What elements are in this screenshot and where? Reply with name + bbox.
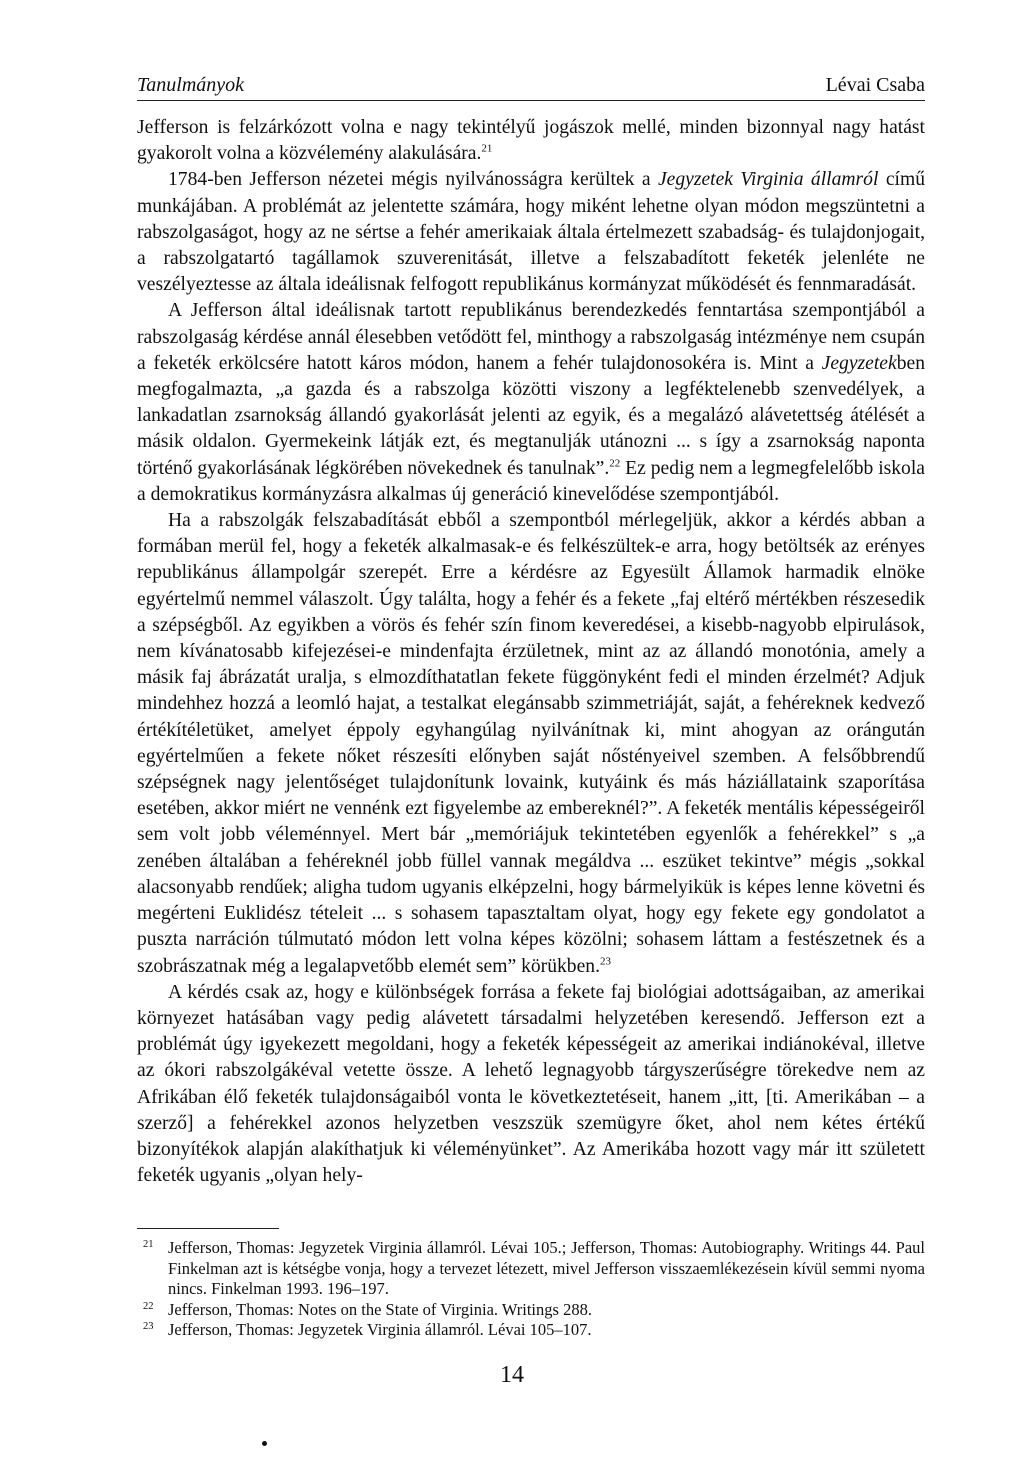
text-run: ben megfogalmazta, „a gazda és a rabszolga közötti viszony a legféktelenebb szenvedélyek, a lankadatlan zsarnokság állandó gyakorlását jelenti az egyik, és a megalázó alávetettség átélését a másik oldalon. Gyermekeink látják ezt, és megtanulják utánozni ... s így a zsarnokság naponta történő gyakorlásának légkörében növekednek és tanulnak”. bbox=[137, 352, 925, 479]
text-run: A Jefferson által ideálisnak tartott republikánus berendezkedés fenntartása szempontjából a rabszolgaság kérdése annál élesebben vetődött fel, minthogy a rabszolgaság intézménye nem csupán a feketék erkölcsére hatott káros módon, hanem a fehér tulajdonosokéra is. Mint a bbox=[137, 300, 925, 374]
footnote-reference: 21 bbox=[481, 142, 493, 155]
footnote-text: Jefferson, Thomas: Jegyzetek Virginia államról. Lévai 105.; Jefferson, Thomas: Autobiography. Writings 44. Paul Finkelman azt is kétségbe vonja, hogy a tervezet létezett, mivel Jefferson visszaemlékezésein kívül semmi nyoma nincs. Finkelman 1993. 196–197. bbox=[168, 1238, 925, 1298]
italic-title: Jegyzetek bbox=[821, 352, 897, 374]
footnote-text: Jefferson, Thomas: Jegyzetek Virginia államról. Lévai 105–107. bbox=[168, 1320, 592, 1339]
text-run: 1784-ben Jefferson nézetei mégis nyilvánosságra kerültek a bbox=[168, 169, 658, 191]
text-run: A kérdés csak az, hogy e különbségek forrása a fekete faj biológiai adottságaiban, az amerikai környezet hatásában vagy pedig alávetett társadalmi helyzetében keresendő. Jefferson ezt a problémát úgy igyekezett megoldani, hogy a feketék képességeit az amerikai indiánokéval, illetve az ókori rabszolgákéval vetette össze. A lehető legnagyobb tárgyszerűségre törekedve nem az Afrikában élő feketék tulajdonságaiból vonta le következtetéseit, hanem „itt, [ti. Amerikában – a szerző] a fehérekkel azonos helyzetben veszszük szemügyre őket, ahol nem kétes értékű bizonyítékok alapján alakíthatjuk ki véleményünket”. Az Amerikába hozott vagy már itt született feketék ugyanis „olyan hely- bbox=[137, 981, 925, 1187]
header-author: Lévai Csaba bbox=[825, 74, 925, 96]
footnote-rule bbox=[137, 1228, 279, 1229]
body-paragraph bbox=[137, 167, 925, 298]
footnote-number: 23 bbox=[143, 1321, 154, 1332]
header-section-title: Tanulmányok bbox=[137, 74, 245, 96]
running-header bbox=[137, 74, 925, 101]
stray-dot bbox=[262, 1441, 267, 1446]
footnote-number: 22 bbox=[143, 1300, 154, 1312]
text-run: Ha a rabszolgák felszabadítását ebből a szempontból mérlegeljük, akkor a kérdés abban a formában merül fel, hogy a feketék alkalmasak-e és felkészültek-e arra, hogy betöltsék az erényes republikánus állampolgár szerepét. Erre a kérdésre az Egyesült Államok harmadik elnöke egyértelmű nemmel válaszolt. Úgy találta, hogy a fehér és a fekete „faj eltérő mértékben részesedik a szépségből. Az egyikben a vörös és fehér szín finom keveredései, a kisebb-nagyobb elpirulások, nem kívánatosabb kifejezései-e mindenfajta érzületnek, mint az az állandó monotónia, amely a másik faj ábrázatát uralja, s elmozdíthatatlan fekete függönyként fedi el minden érzelmét? Adjuk mindehhez hozzá a leomló hajat, a testalkat elegánsabb szimmetriáját, saját, a fehéreknek kedvező értékítéletüket, amelyet éppoly egyhangúlag nyilvánítnak ki, mint ahogyan az orángután egyértelműen a fekete nőket részesíti előnyben saját nőstényeivel szemben. A felsőbbrendű szépségnek nagy jelentőséget tulajdonítunk lovaink, kutyáink és más háziállataink szaporítása esetében, akkor miért ne vennénk ezt figyelembe az embereknél?”. A feketék mentális képességeiről sem volt jobb véleménnyel. Mert bár „memóriájuk tekintetében egyenlők a fehérekkel” s „a zenében általában a fehéreknél jobb füllel vannak megáldva ... eszüket tekintve” mégis „sokkal alacsonyabb rendűek; aligha tudom ugyanis elképzelni, hogy bármelyikük is képes lenne követni és megérteni Euklidész tételeit ... s sohasem tapasztaltam olyat, hogy egy fekete egy gondolatot a puszta narráción túlmutató módon lett volna képes közölni; sohasem láttam a festészetnek és a szobrászatnak még a legalapvetőbb elemét sem” körükben. bbox=[137, 510, 925, 977]
footnote bbox=[137, 1320, 925, 1341]
page bbox=[137, 74, 925, 1189]
footnote bbox=[137, 1300, 925, 1321]
page-number: 14 bbox=[500, 1362, 524, 1388]
footnote-number: 21 bbox=[143, 1239, 154, 1250]
footnote bbox=[137, 1238, 925, 1300]
footnote-reference: 22 bbox=[609, 457, 621, 470]
text-run: című munkájában. A problémát az jelentette számára, hogy miként lehetne olyan módon megszüntetni a rabszolgaságot, hogy az ne sértse a fehér amerikaiak általa értelmezett szabadság- és tulajdonjogait, a rabszolgatartó tagállamok szuverenitását, illetve a felszabadított feketék jelenléte ne veszélyeztesse az általa ideálisnak felfogott republikánus kormányzat működését és fennmaradását. bbox=[137, 169, 926, 296]
italic-title: Jegyzetek Virginia államról bbox=[657, 169, 879, 191]
body-text bbox=[137, 115, 925, 1189]
body-paragraph bbox=[137, 508, 925, 980]
footnote-reference: 23 bbox=[600, 954, 611, 967]
footnotes bbox=[137, 1238, 925, 1341]
text-run: Jefferson is felzárkózott volna e nagy tekintélyű jogászok mellé, minden bizonnyal nagy hatást gyakorolt volna a közvélemény alakulására. bbox=[137, 117, 925, 165]
body-paragraph bbox=[137, 115, 925, 167]
body-paragraph bbox=[137, 980, 925, 1190]
text-run: Ez pedig nem a legmegfelelőbb iskola a demokratikus kormányzásra alkalmas új generáció kinevelődése szempontjából. bbox=[137, 457, 925, 505]
body-paragraph bbox=[137, 298, 925, 508]
footnote-text: Jefferson, Thomas: Notes on the State of Virginia. Writings 288. bbox=[168, 1299, 592, 1319]
